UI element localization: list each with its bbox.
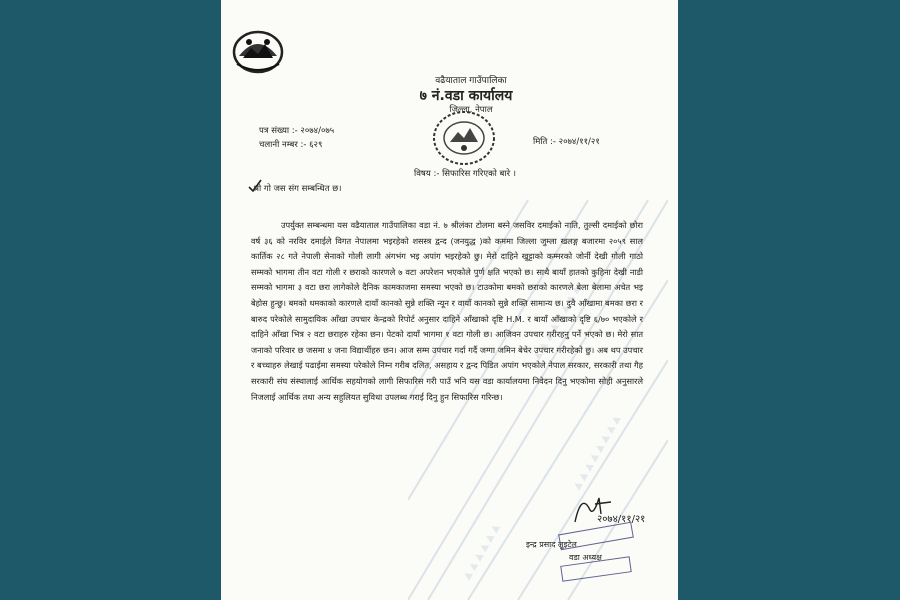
svg-text:▲ ▲ ▲ ▲ ▲ ▲ ▲ ▲: ▲ ▲ ▲ ▲ ▲ ▲ ▲ ▲ [531,283,583,362]
subject-line: विषय :- सिफारिस गरिएको बारे । [414,169,516,179]
letter-number: पत्र संख्या :- २०७४/०७५ [259,126,335,136]
office-title: ७ नं.वडा कार्यालय [419,88,513,104]
signer-name: इन्द्र प्रसाद लुइटेल [526,540,577,549]
letter-page [221,0,678,600]
svg-text:▲ ▲ ▲ ▲ ▲ ▲: ▲ ▲ ▲ ▲ ▲ ▲ [461,522,502,582]
signer-title: वडा अध्यक्ष [569,553,602,562]
recipient-line: श्री गो जस संग सम्बन्धित छ। [253,184,342,194]
municipality-name: वढैयाताल गाउँपालिका [435,76,507,86]
letter-date: मिति :- २०७४/११/२१ [533,137,600,147]
letter-body: उपर्युक्त सम्बन्धमा यस वढैयाताल गाउँपालिका वडा नं. ७ श्रीलंका टोलमा बस्ने जसविर दमाईको नाति, तुल्सी दमाईको छोरा वर्ष ३६ को नरविर दमाईले विगत नेपालमा भइरहेको शसस्त्र द्वन्द (जनयुद्ध )को कममा जिल्ला जुम्ला खलङ्ग बजारमा २०५९ साल कार्तिक २८ गते नेपाली सेनाको गोली लागी अंगभंग भइ अपांग भइरहेको छु। मेरो दाहिने खुट्टाको कम्मरको जोर्नी देखी गोली गाठो सम्मको भागमा तीन वटा गोली र छराको कारणले ७ वटा अपरेशन भएकोले पुर्ण क्षति भएको छ। साथै बायाँ हातको कुहिना देखी नाडी सम्मको भागमा ३ वटा छरा लागेकोले दैनिक कामकाजमा समस्या भएको छ। टाउकोमा बमको छराको कारणले बेला बेलामा अचेत भइ बेहोस हुन्छु। बमको धमकाको कारणले दायाँ कानको सुन्ने शक्ति न्यून र वायाँ कानको सुन्ने शक्ति सामान्य छ। दुवै आँखामा बमका छरा र बारुद परेकोले सामुदायिक आँखा उपचार केन्द्रको रिपोर्ट अनुसार दाहिने आँखाको दृष्टि H.M. र बायाँ आँखाको दृष्टि ६/७० भएकोले र दाहिने आँखा भित्र २ वटा छराहरु रहेका छन। पेटको दायाँ भागमा १ वटा गोली छ। आजिवन उपचार गरीरहनु पर्ने भएको छ। मेरो सात जनाको परिवार छ जसमा ४ जना विद्यार्थीहरु छन। आज सम्म उपचार गर्दा गर्दै जग्गा जमिन बेचेर उपचार गरीरहेको छु। अब थप उपचार र बच्चाहरु लेखाई पढाईमा समस्या परेकोले निम्न गरीब दलित, असहाय र द्वन्द पिडित अपांग भएकोले नेपाल सरकार, सरकारी तथा गैह सरकारी संघ संस्थालाई आर्थिक सहयोगको लागी सिफारिस गरी पाउँ भनि यस वडा कार्यालयमा निवेदन दिनु भएकोमा सोही अनुसारले निजलाई आर्थिक तथा अन्य सहुलियत सुविधा उपलब्ध गराई दिनु हुन सिफारिस गरिन्छ। [251,220,643,402]
office-seal-icon [426,108,502,168]
district-line: जिल्ला, नेपाल [449,105,493,115]
signature-date: २०७४/११/२१ [597,514,646,525]
svg-text:▲ ▲ ▲ ▲ ▲ ▲ ▲ ▲: ▲ ▲ ▲ ▲ ▲ ▲ ▲ ▲ [571,413,623,492]
nepal-emblem-icon [231,28,285,76]
signature-icon [571,488,651,528]
dispatch-number: चलानी नम्बर :- ६२९ [259,140,323,150]
